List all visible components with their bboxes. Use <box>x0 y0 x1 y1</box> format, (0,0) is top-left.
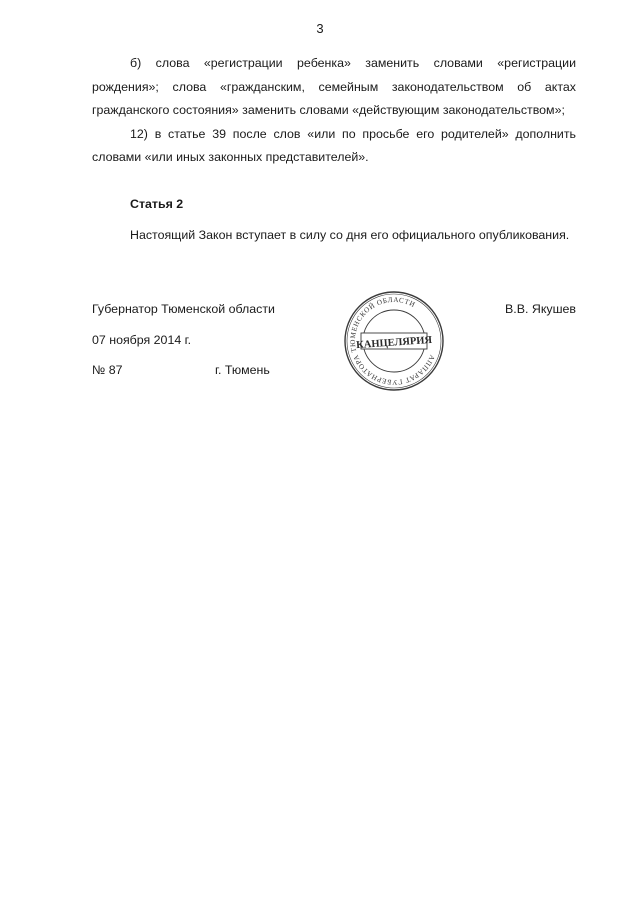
signing-date: 07 ноября 2014 г. <box>92 333 192 347</box>
article-heading: Статья 2 <box>130 196 184 211</box>
stamp-center-text: КАНЦЕЛЯРИЯ <box>355 334 433 352</box>
paragraph-12: 12) в статье 39 после слов «или по просьбе его родителей» дополнить словами «или иных законных представителей». <box>92 126 576 164</box>
document-body <box>92 52 576 252</box>
paragraph-b: б) слова «регистрации ребенка» заменить словами «регистрации рождения»; слова «гражданским, семейным законодательством об актах гражданского состояния» заменить словами «действующим законодательством»; <box>92 56 576 117</box>
law-number: № 87 <box>92 363 123 377</box>
office-stamp <box>343 290 445 392</box>
stamp-ring-textpath: АППАРАТ ГУБЕРНАТОРА ТЮМЕНСКОЙ ОБЛАСТИ <box>348 295 437 387</box>
signatory-name: В.В. Якушев <box>505 302 576 316</box>
article-text: Настоящий Закон вступает в силу со дня его официального опубликования. <box>130 228 570 242</box>
signatory-title: Губернатор Тюменской области <box>92 302 275 316</box>
city: г. Тюмень <box>215 363 270 377</box>
page-number: 3 <box>316 21 324 36</box>
